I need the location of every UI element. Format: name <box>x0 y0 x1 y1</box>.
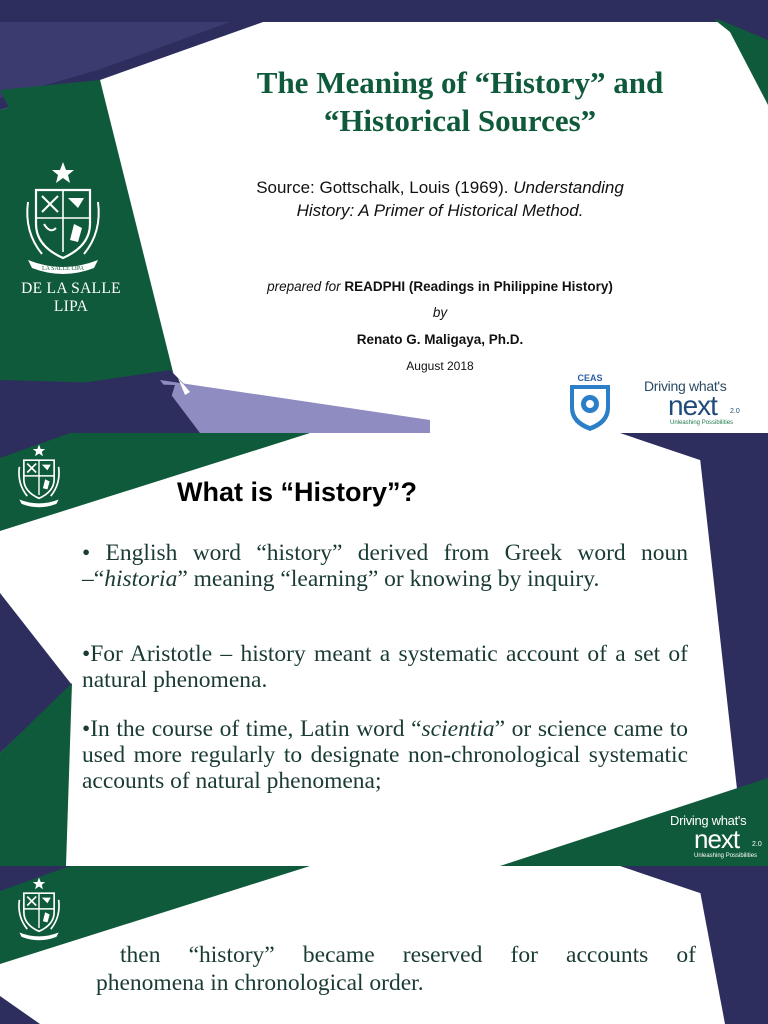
bullet-italic-term: scientia <box>421 716 495 742</box>
history-definition-slide <box>0 433 768 866</box>
dlsl-crest-icon <box>16 441 62 513</box>
bullet-scientia <box>82 716 688 794</box>
bullet-text: ” meaning “learning” or knowing by inquiry. <box>177 566 600 592</box>
tagline-sub: Unleashing Possibilities <box>694 853 758 859</box>
source-prefix: Source: Gottschalk, Louis (1969). <box>256 178 514 197</box>
driving-whats-next-logo <box>640 378 760 430</box>
source-citation <box>200 176 680 222</box>
tagline-next: next <box>694 824 740 854</box>
driving-whats-next-logo <box>664 813 768 863</box>
course-name: READPHI (Readings in Philippine History) <box>344 279 613 294</box>
ceas-logo-icon <box>566 372 614 432</box>
author-name: Renato G. Maligaya, Ph.D. <box>356 332 524 347</box>
tagline-sub: Unleashing Possibilities <box>670 420 734 426</box>
tagline-top: Driving what's <box>644 378 727 394</box>
history-continued-slide <box>0 866 768 1024</box>
title-line-1: The Meaning of “History” and <box>256 65 664 100</box>
bullet-greek-origin <box>82 540 688 592</box>
bullet-aristotle: •For Aristotle – history meant a systematic account of a set of natural phenomena. <box>82 641 688 693</box>
title-line-2: “Historical Sources” <box>323 103 597 138</box>
ceas-label: CEAS <box>577 373 603 383</box>
bullet-text: • English word “history” derived from Greek word noun –“ <box>82 540 688 592</box>
tagline-version: 2.0 <box>752 841 762 848</box>
bullet-text: •In the course of time, Latin word “ <box>82 716 422 742</box>
continued-text-line-2: phenomena in chronological order. <box>96 970 424 996</box>
bullet-text: ” or science came to used more regularly to designate non-chronological systematic accounts of natural phenomena; <box>82 716 688 794</box>
slide-title: What is “History”? <box>177 477 418 507</box>
source-title-1: Understanding <box>513 178 624 197</box>
bullet-italic-term: historia <box>104 566 178 592</box>
source-title-2: History: A Primer of Historical Method. <box>296 201 584 220</box>
tagline-next: next <box>668 390 717 421</box>
org-name: DE LA SALLE LIPA <box>21 280 121 315</box>
tagline-top: Driving what's <box>670 813 747 828</box>
dlsl-crest-icon <box>22 162 104 278</box>
title-slide <box>0 0 768 433</box>
continued-text-line-1: then “history” became reserved for accounts of <box>120 942 696 968</box>
dlsl-crest-icon <box>16 874 62 946</box>
prepared-label: prepared for <box>267 279 345 294</box>
prepared-for <box>190 279 690 294</box>
slide-title <box>150 64 768 140</box>
crest-banner-text: LA SALLE LIPA <box>41 266 85 272</box>
tagline-version: 2.0 <box>730 408 740 415</box>
presentation-date: August 2018 <box>406 359 474 373</box>
by-label: by <box>432 305 448 320</box>
